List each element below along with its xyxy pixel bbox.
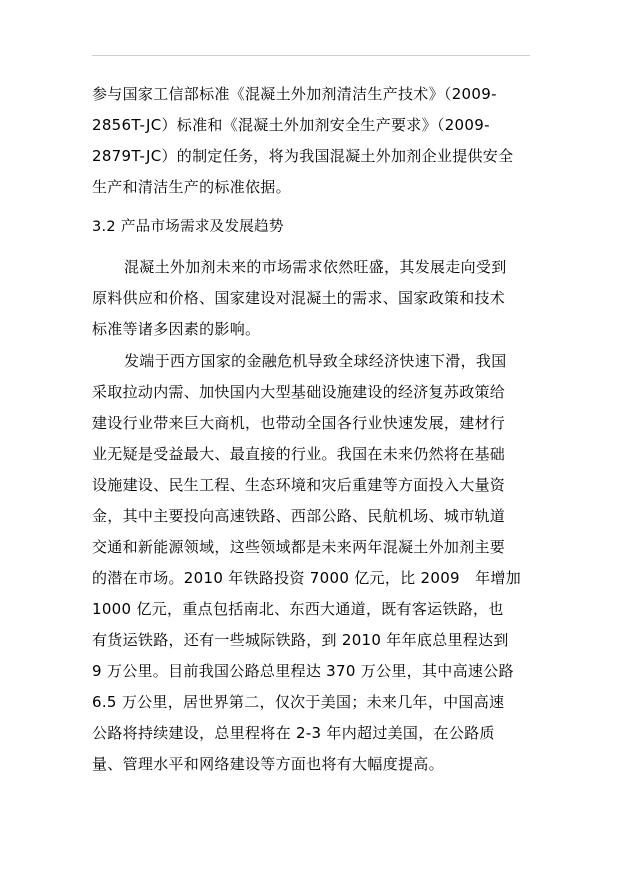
text-line: 采取拉动内需、加快国内大型基础设施建设的经济复苏政策给 <box>92 383 506 401</box>
text-line: 混凝土外加剂未来的市场需求依然旺盛，其发展走向受到 <box>124 258 507 276</box>
text-line: 2879T-JC）的制定任务，将为我国混凝土外加剂企业提供安全 <box>92 147 514 165</box>
text-line: 原料供应和价格、国家建设对混凝土的需求、国家政策和技术 <box>92 289 506 307</box>
text-line: 9 万公里。目前我国公路总里程达 370 万公里，其中高速公路 <box>92 662 514 680</box>
text-line: 公路将持续建设，总里程将在 2-3 年内超过美国，在公路质 <box>92 724 495 742</box>
text-line: 金，其中主要投向高速铁路、西部公路、民航机场、城市轨道 <box>92 507 506 525</box>
text-line: 设施建设、民生工程、生态环境和灾后重建等方面投入大量资 <box>92 476 506 494</box>
text-line: 2856T-JC）标准和《混凝土外加剂安全生产要求》（2009- <box>92 116 490 134</box>
text-line: 生产和清洁生产的标准依据。 <box>92 178 291 196</box>
section-heading: 3.2 产品市场需求及发展趋势 <box>92 219 284 235</box>
text-line: 量、管理水平和网络建设等方面也将有大幅度提高。 <box>92 755 444 773</box>
text-line: 交通和新能源领域，这些领域都是未来两年混凝土外加剂主要 <box>92 538 506 556</box>
text-line: 参与国家工信部标准《混凝土外加剂清洁生产技术》（2009- <box>92 85 497 103</box>
text-line: 1000 亿元，重点包括南北、东西大通道，既有客运铁路，也 <box>92 600 504 618</box>
text-line: 有货运铁路，还有一些城际铁路，到 2010 年年底总里程达到 <box>92 631 509 649</box>
text-line: 6.5 万公里，居世界第二，仅次于美国；未来几年，中国高速 <box>92 693 505 711</box>
text-line: 标准等诸多因素的影响。 <box>92 320 261 338</box>
text-line: 发端于西方国家的金融危机导致全球经济快速下滑，我国 <box>124 352 507 370</box>
text-line: 建设行业带来巨大商机，也带动全国各行业快速发展，建材行 <box>92 414 506 432</box>
text-line: 的潜在市场。2010 年铁路投资 7000 亿元，比 2009 年增加 <box>92 569 521 587</box>
header-rule <box>92 55 530 56</box>
text-line: 业无疑是受益最大、最直接的行业。我国在未来仍然将在基础 <box>92 445 506 463</box>
